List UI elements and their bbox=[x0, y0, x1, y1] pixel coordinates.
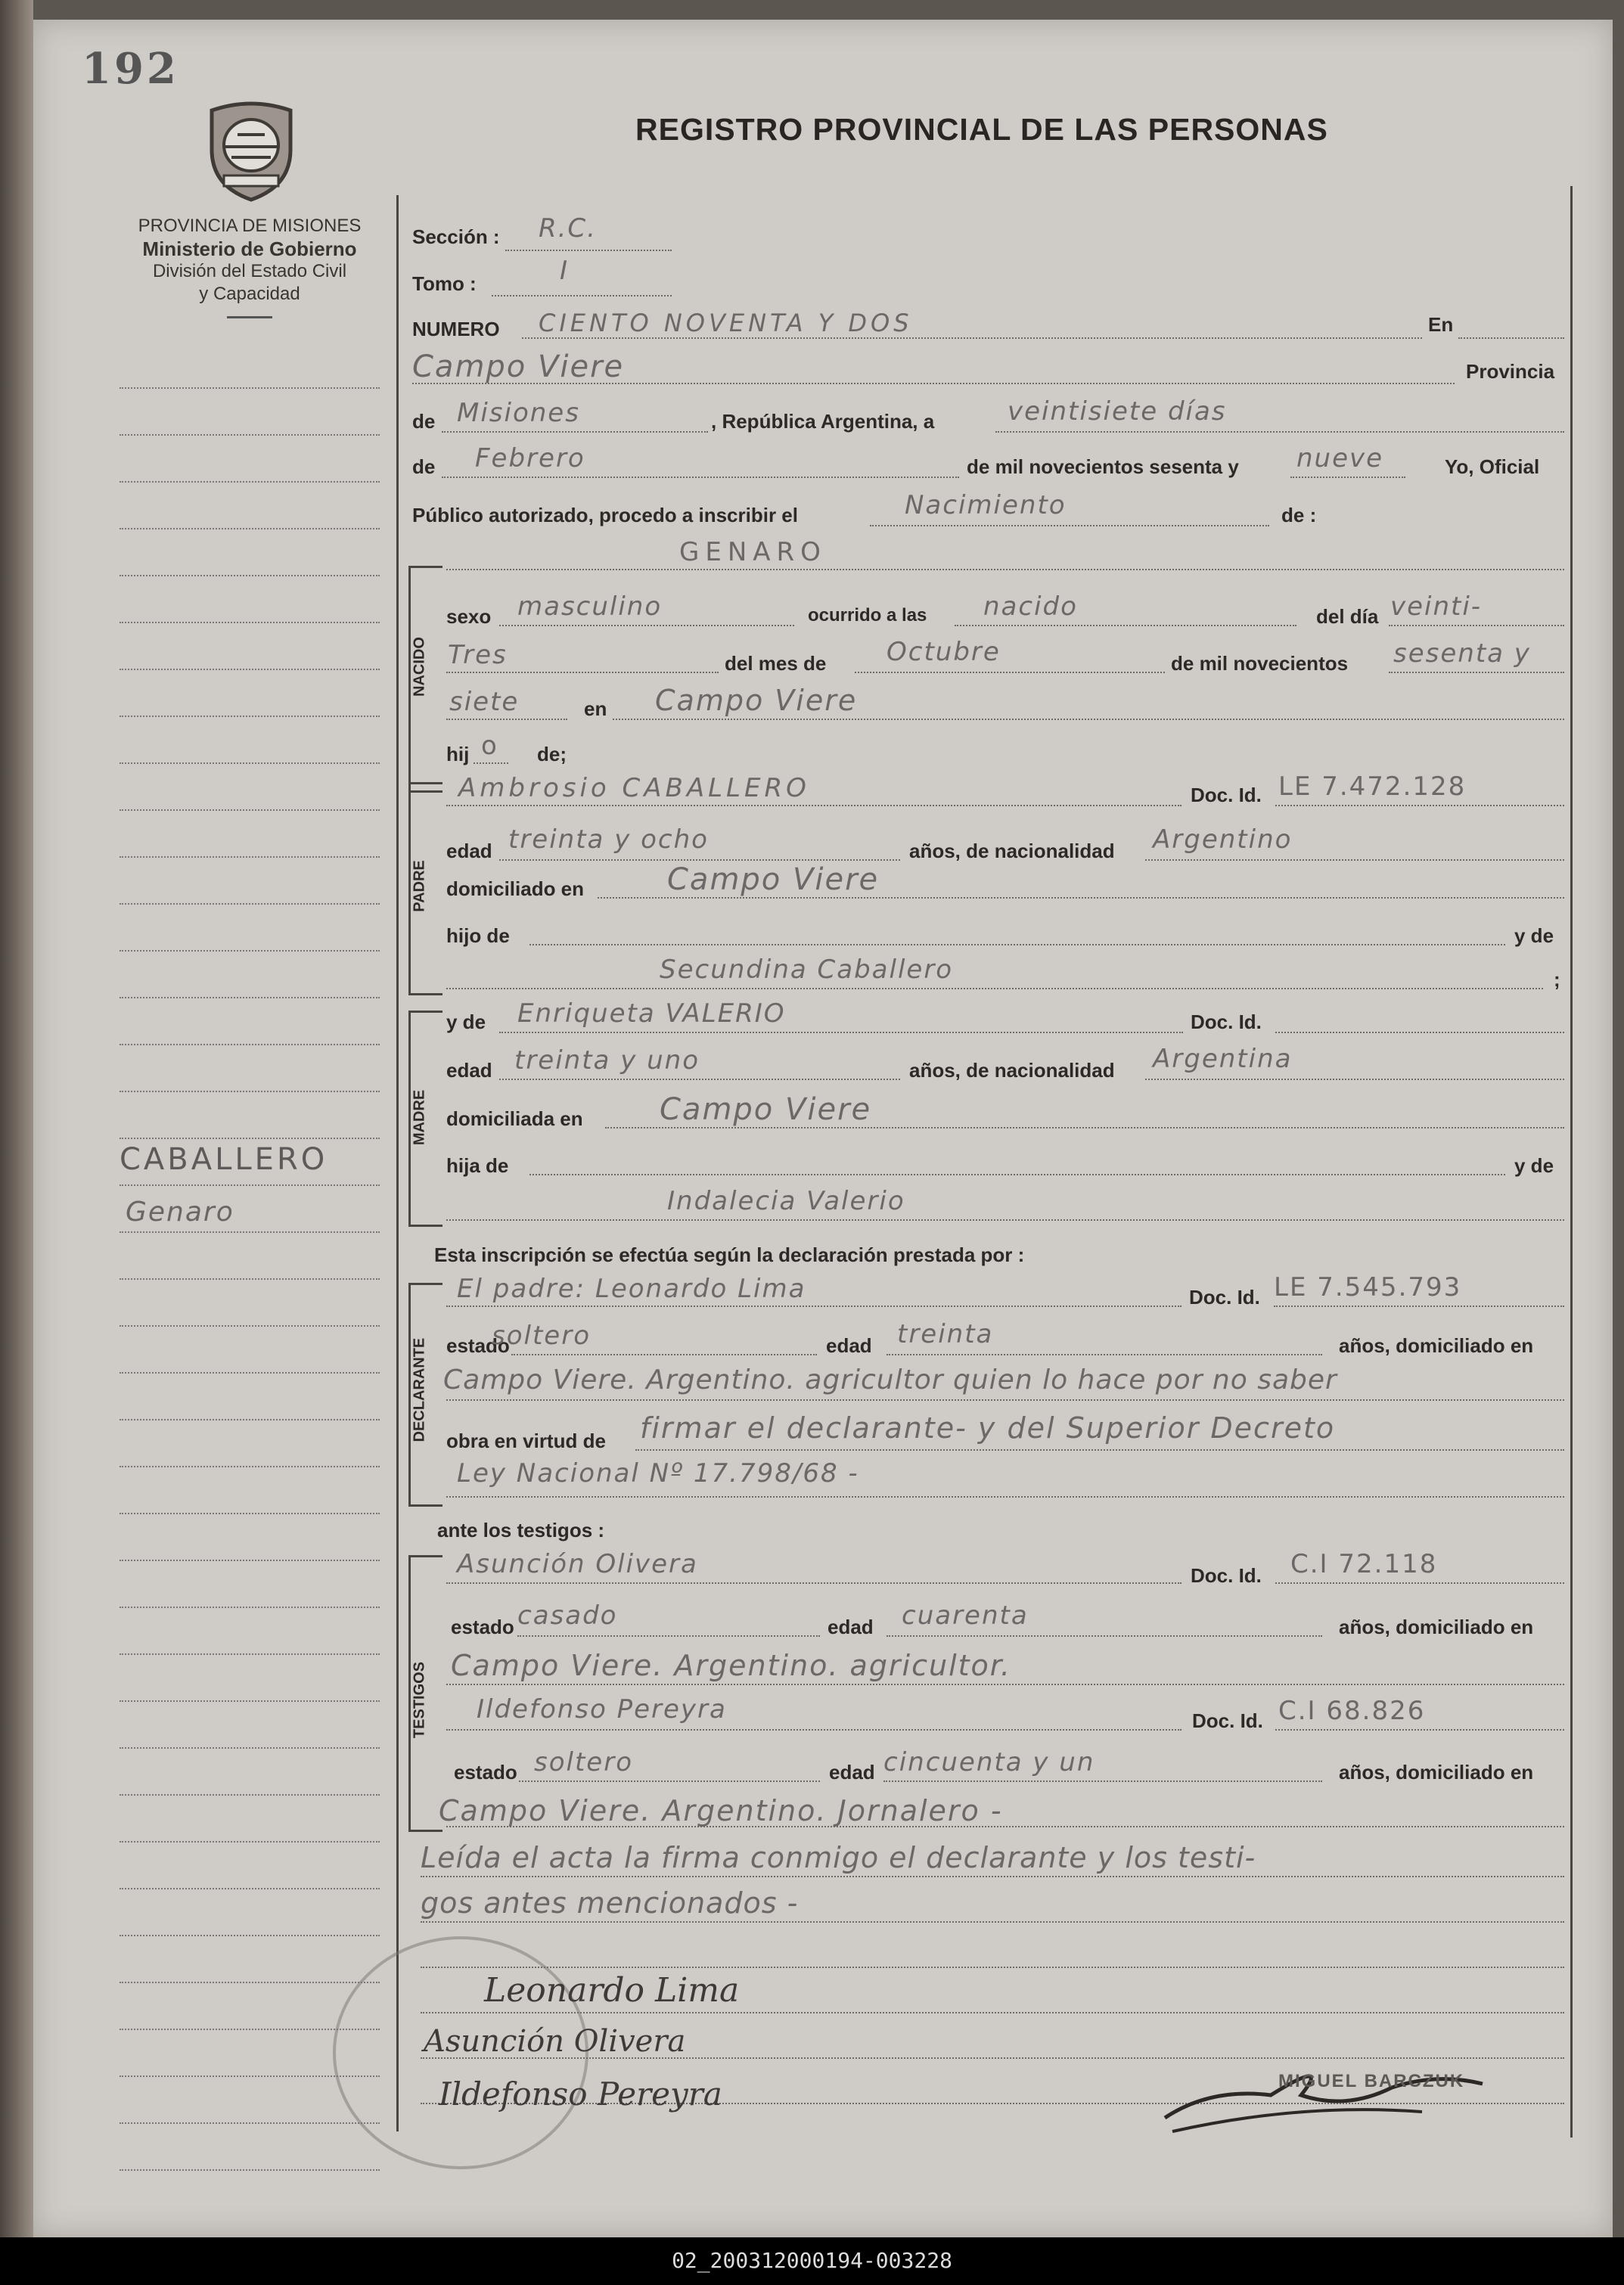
ministry-name: Ministerio de Gobierno bbox=[142, 238, 357, 260]
decl-obra-line bbox=[635, 1449, 1564, 1451]
margin-rule bbox=[120, 762, 380, 764]
signature-testigo-2: Ildefonso Pereyra bbox=[439, 2075, 722, 2113]
declarante-doc-line bbox=[1274, 1305, 1564, 1307]
padre-section-label: PADRE bbox=[411, 860, 428, 912]
declaracion-label: Esta inscripción se efectúa según la declaración prestada por : bbox=[434, 1243, 1025, 1266]
margin-divider bbox=[396, 195, 399, 2131]
margin-rule bbox=[120, 1794, 380, 1796]
hij-value: o bbox=[481, 731, 498, 761]
acto-value: Nacimiento bbox=[905, 490, 1067, 520]
margin-rule bbox=[120, 950, 380, 952]
lugar-nac-value: Campo Viere bbox=[655, 684, 858, 717]
seccion-label: Sección : bbox=[412, 225, 500, 248]
margin-rule bbox=[120, 1935, 380, 1936]
padre-edad-line bbox=[499, 859, 900, 861]
page-title: REGISTRO PROVINCIAL DE LAS PERSONAS bbox=[635, 112, 1328, 147]
lugar-line bbox=[412, 383, 1455, 384]
t1-estado-label: estado bbox=[451, 1616, 514, 1638]
mil-sesenta-label: de mil novecientos sesenta y bbox=[967, 455, 1239, 478]
margin-rule bbox=[120, 2075, 380, 2077]
madre-hija-label: hija de bbox=[446, 1154, 509, 1177]
madre-y-de-label-2: y de bbox=[1514, 1154, 1554, 1177]
margin-rule bbox=[120, 1653, 380, 1655]
republica-label: , República Argentina, a bbox=[711, 410, 935, 433]
margin-rule bbox=[120, 1138, 380, 1139]
decl-obra-value: firmar el declarante- y del Superior Decreto bbox=[640, 1411, 1336, 1445]
margin-rule bbox=[120, 1841, 380, 1843]
testigo2-line bbox=[446, 1729, 1182, 1731]
t1-edad-value: cuarenta bbox=[902, 1600, 1029, 1631]
dias-value: veintisiete días bbox=[1008, 396, 1227, 427]
publico-label: Público autorizado, procedo a inscribir el bbox=[412, 504, 798, 526]
lugar-value: Campo Viere bbox=[412, 349, 625, 384]
madre-doc-label: Doc. Id. bbox=[1191, 1011, 1262, 1033]
seccion-line bbox=[505, 250, 672, 251]
folio-number: 192 bbox=[82, 44, 179, 94]
sexo-line bbox=[499, 625, 794, 626]
numero-label: NUMERO bbox=[412, 318, 500, 340]
padre-hijo-value: Secundina Caballero bbox=[660, 955, 954, 985]
dias-line bbox=[995, 431, 1564, 433]
decl-edad-line bbox=[887, 1354, 1322, 1355]
lugar-nac-line bbox=[613, 719, 1564, 720]
signature-declarante: Leonardo Lima bbox=[484, 1971, 740, 2010]
testigos-section-label: TESTIGOS bbox=[411, 1661, 428, 1739]
file-id: 02_200312000194-003228 bbox=[672, 2248, 952, 2273]
t2-anos-label: años, domiciliado en bbox=[1339, 1761, 1534, 1784]
madre-dom-label: domiciliada en bbox=[446, 1107, 583, 1130]
document-page bbox=[33, 20, 1613, 2237]
madre-anos-label: años, de nacionalidad bbox=[909, 1059, 1115, 1082]
margin-rule bbox=[120, 1184, 380, 1186]
dia-line-a bbox=[1389, 625, 1564, 626]
acto-line bbox=[870, 525, 1269, 526]
margin-rule bbox=[120, 1888, 380, 1889]
padre-dom-label: domiciliado en bbox=[446, 877, 585, 900]
official-name-stamp: MIGUEL BARCZUK bbox=[1278, 2071, 1465, 2091]
division-name: División del Estado Civil bbox=[152, 261, 347, 281]
padre-nac-line bbox=[1145, 859, 1564, 861]
padre-y-de-label: y de bbox=[1514, 924, 1554, 947]
hora-value: nacido bbox=[983, 591, 1078, 622]
decl-ley-line bbox=[446, 1496, 1564, 1498]
mes-value: Febrero bbox=[475, 443, 585, 473]
padre-dom-line bbox=[598, 897, 1564, 899]
padre-doc-value: LE 7.472.128 bbox=[1278, 771, 1467, 802]
provincia-label: Provincia bbox=[1466, 360, 1555, 383]
padre-semicolon: ; bbox=[1554, 968, 1560, 991]
signature-testigo-1: Asunción Olivera bbox=[424, 2024, 686, 2059]
madre-edad-label: edad bbox=[446, 1059, 492, 1082]
t1-edad-label: edad bbox=[828, 1616, 874, 1638]
padre-anos-label: años, de nacionalidad bbox=[909, 840, 1115, 862]
seccion-value: R.C. bbox=[539, 213, 597, 244]
margin-rule bbox=[120, 809, 380, 811]
margin-rule bbox=[120, 1607, 380, 1608]
decl-ley-value: Ley Nacional Nº 17.798/68 - bbox=[457, 1458, 859, 1489]
testigo1-doc-label: Doc. Id. bbox=[1191, 1564, 1262, 1587]
numero-line bbox=[522, 337, 1422, 339]
dia-value-b: Tres bbox=[448, 640, 508, 670]
testigo2-doc-value: C.I 68.826 bbox=[1278, 1696, 1426, 1726]
margin-rule bbox=[120, 1231, 380, 1233]
anio-value: nueve bbox=[1296, 443, 1384, 473]
decl-estado-value: soltero bbox=[492, 1321, 591, 1351]
cierre-line-1: Leída el acta la firma conmigo el declarante y los testi- bbox=[421, 1841, 1256, 1874]
hij-line bbox=[474, 762, 508, 764]
cierre-rule-1 bbox=[421, 1876, 1564, 1877]
margin-rule bbox=[120, 1278, 380, 1280]
cierre-line-2: gos antes mencionados - bbox=[421, 1886, 799, 1920]
en-label: En bbox=[1428, 313, 1454, 336]
en-line bbox=[1458, 337, 1564, 339]
testigo2-doc-label: Doc. Id. bbox=[1192, 1709, 1263, 1732]
sexo-value: masculino bbox=[517, 591, 663, 622]
t2-dom-value: Campo Viere. Argentino. Jornalero - bbox=[439, 1794, 1003, 1827]
margin-surname: CABALLERO bbox=[120, 1142, 328, 1177]
madre-doc-line bbox=[1275, 1032, 1564, 1033]
de-semi-label: de; bbox=[537, 743, 567, 765]
en-label-2: en bbox=[584, 697, 607, 720]
ante-testigos-label: ante los testigos : bbox=[437, 1519, 605, 1541]
t2-estado-line bbox=[519, 1780, 820, 1782]
margin-rule bbox=[120, 1700, 380, 1702]
madre-section-label: MADRE bbox=[411, 1089, 428, 1146]
margin-rule bbox=[120, 997, 380, 998]
decl-estado-line bbox=[511, 1354, 817, 1355]
decl-estado-label: estado bbox=[446, 1334, 510, 1357]
padre-hijo-label: hijo de bbox=[446, 924, 510, 947]
padre-nac-value: Argentino bbox=[1153, 824, 1293, 855]
madre-edad-value: treinta y uno bbox=[514, 1045, 700, 1076]
madre-nombre-value: Enriqueta VALERIO bbox=[517, 998, 786, 1029]
anio-nac-line-b bbox=[446, 719, 567, 720]
cierre-rule-2 bbox=[421, 1921, 1564, 1923]
anio-nac-value-b: siete bbox=[449, 687, 520, 717]
margin-rule bbox=[120, 1325, 380, 1327]
declarante-doc-value: LE 7.545.793 bbox=[1274, 1272, 1462, 1302]
madre-hija-line bbox=[529, 1174, 1505, 1175]
margin-rule bbox=[120, 669, 380, 670]
book-binding bbox=[0, 0, 33, 2285]
madre-dom-value: Campo Viere bbox=[660, 1092, 872, 1127]
margin-rule bbox=[120, 575, 380, 576]
margin-rule bbox=[120, 2029, 380, 2030]
decl-dom-value: Campo Viere. Argentino. agricultor quien lo hace por no saber bbox=[443, 1364, 1337, 1396]
decl-dom-line bbox=[446, 1399, 1564, 1401]
declarante-doc-label: Doc. Id. bbox=[1189, 1286, 1260, 1309]
declarante-section-label: DECLARANTE bbox=[411, 1337, 428, 1442]
de-label-2: de bbox=[412, 455, 436, 478]
decl-edad-label: edad bbox=[826, 1334, 872, 1357]
margin-given-name: Genaro bbox=[126, 1197, 234, 1228]
margin-rule bbox=[120, 1419, 380, 1420]
tomo-line bbox=[492, 295, 672, 296]
margin-rule bbox=[120, 2122, 380, 2124]
padre-nombre-value: Ambrosio CABALLERO bbox=[458, 773, 810, 803]
madre-nombre-line bbox=[499, 1032, 1183, 1033]
t1-dom-value: Campo Viere. Argentino. agricultor. bbox=[451, 1649, 1012, 1682]
tomo-value: I bbox=[560, 256, 570, 286]
cierre-rule-3 bbox=[421, 1967, 1564, 1968]
testigo2-doc-line bbox=[1275, 1729, 1564, 1731]
nombre-line bbox=[446, 569, 1564, 570]
mil-nov-label: de mil novecientos bbox=[1171, 652, 1349, 675]
t1-estado-value: casado bbox=[517, 1600, 618, 1631]
madre-edad-line bbox=[499, 1079, 900, 1080]
margin-rule bbox=[120, 856, 380, 858]
margin-rule bbox=[120, 1513, 380, 1514]
padre-dom-value: Campo Viere bbox=[667, 862, 880, 897]
padre-hijo-line bbox=[529, 944, 1505, 945]
hij-label: hij bbox=[446, 743, 470, 765]
margin-rule bbox=[120, 1747, 380, 1749]
numero-value: CIENTO NOVENTA Y DOS bbox=[539, 309, 913, 337]
t2-dom-line bbox=[446, 1826, 1564, 1827]
margin-rule bbox=[120, 387, 380, 389]
de-colon-label: de : bbox=[1281, 504, 1317, 526]
sexo-label: sexo bbox=[446, 605, 492, 628]
nombre-value: GENARO bbox=[679, 537, 827, 567]
mes-line bbox=[442, 477, 959, 478]
provincial-seal-icon bbox=[201, 97, 301, 203]
t2-edad-line bbox=[883, 1780, 1322, 1782]
margin-rule bbox=[120, 528, 380, 529]
tomo-label: Tomo : bbox=[412, 272, 477, 295]
margin-rule bbox=[120, 1372, 380, 1374]
declarante-line bbox=[446, 1305, 1182, 1307]
mes-nac-value: Octubre bbox=[887, 637, 1001, 667]
t1-edad-line bbox=[887, 1635, 1322, 1637]
t2-estado-label: estado bbox=[454, 1761, 517, 1784]
padre-doc-label: Doc. Id. bbox=[1191, 784, 1262, 806]
margin-rule bbox=[120, 1560, 380, 1561]
padre-edad-value: treinta y ocho bbox=[508, 824, 709, 855]
anio-nac-line-a bbox=[1389, 672, 1564, 673]
testigo1-doc-value: C.I 72.118 bbox=[1290, 1549, 1438, 1579]
provincia-value: Misiones bbox=[457, 398, 580, 428]
margin-rule bbox=[120, 481, 380, 483]
footer-bar bbox=[0, 2237, 1624, 2285]
t2-edad-label: edad bbox=[829, 1761, 875, 1784]
madre-hija-value: Indalecia Valerio bbox=[667, 1186, 905, 1216]
testigo1-value: Asunción Olivera bbox=[457, 1549, 698, 1579]
decl-anos-label: años, domiciliado en bbox=[1339, 1334, 1534, 1357]
madre-nac-value: Argentina bbox=[1153, 1044, 1293, 1074]
margin-rule bbox=[120, 1466, 380, 1467]
margin-rule bbox=[120, 434, 380, 436]
t1-anos-label: años, domiciliado en bbox=[1339, 1616, 1534, 1638]
dia-line-b bbox=[446, 672, 719, 673]
mes-nac-line bbox=[855, 672, 1165, 673]
margin-rule bbox=[120, 903, 380, 905]
division-name-2: y Capacidad bbox=[199, 284, 300, 304]
de-label: de bbox=[412, 410, 436, 433]
margin-rule bbox=[120, 1982, 380, 1983]
del-dia-label: del día bbox=[1316, 605, 1379, 628]
decl-edad-value: treinta bbox=[897, 1319, 994, 1349]
anio-nac-value-a: sesenta y bbox=[1393, 638, 1531, 669]
t1-dom-line bbox=[446, 1684, 1564, 1685]
del-mes-label: del mes de bbox=[725, 652, 827, 675]
provincia-line bbox=[442, 431, 708, 433]
ocurrido-label: ocurrido a las bbox=[808, 605, 927, 626]
margin-rule bbox=[120, 2169, 380, 2171]
madre-nac-line bbox=[1145, 1079, 1564, 1080]
madre-dom-line bbox=[605, 1127, 1564, 1129]
declarante-value: El padre: Leonardo Lima bbox=[457, 1274, 806, 1304]
cierre-rule-4 bbox=[421, 2012, 1564, 2013]
right-border bbox=[1570, 186, 1573, 2138]
yo-oficial-label: Yo, Oficial bbox=[1445, 455, 1540, 478]
province-name: PROVINCIA DE MISIONES bbox=[138, 216, 362, 236]
madre-y-de-label: y de bbox=[446, 1011, 486, 1033]
madre-hija-line-2 bbox=[446, 1219, 1564, 1221]
t1-estado-line bbox=[517, 1635, 820, 1637]
testigo2-value: Ildefonso Pereyra bbox=[477, 1694, 727, 1725]
padre-doc-line bbox=[1275, 805, 1564, 806]
padre-hijo-line-2 bbox=[446, 988, 1543, 989]
margin-rule bbox=[120, 1044, 380, 1045]
t2-estado-value: soltero bbox=[534, 1747, 633, 1777]
decl-obra-label: obra en virtud de bbox=[446, 1430, 606, 1452]
header-divider bbox=[227, 316, 272, 318]
testigo1-line bbox=[446, 1582, 1182, 1584]
padre-nombre-line bbox=[446, 805, 1182, 806]
testigo1-doc-line bbox=[1275, 1582, 1564, 1584]
hora-line bbox=[955, 625, 1296, 626]
margin-rule bbox=[120, 716, 380, 717]
margin-rule bbox=[120, 622, 380, 623]
t2-edad-value: cincuenta y un bbox=[883, 1747, 1095, 1777]
padre-edad-label: edad bbox=[446, 840, 492, 862]
nacido-section-label: NACIDO bbox=[411, 637, 428, 697]
dia-value-a: veinti- bbox=[1390, 591, 1483, 622]
anio-line bbox=[1290, 477, 1405, 478]
agency-header bbox=[98, 215, 401, 318]
margin-rule bbox=[120, 1091, 380, 1092]
